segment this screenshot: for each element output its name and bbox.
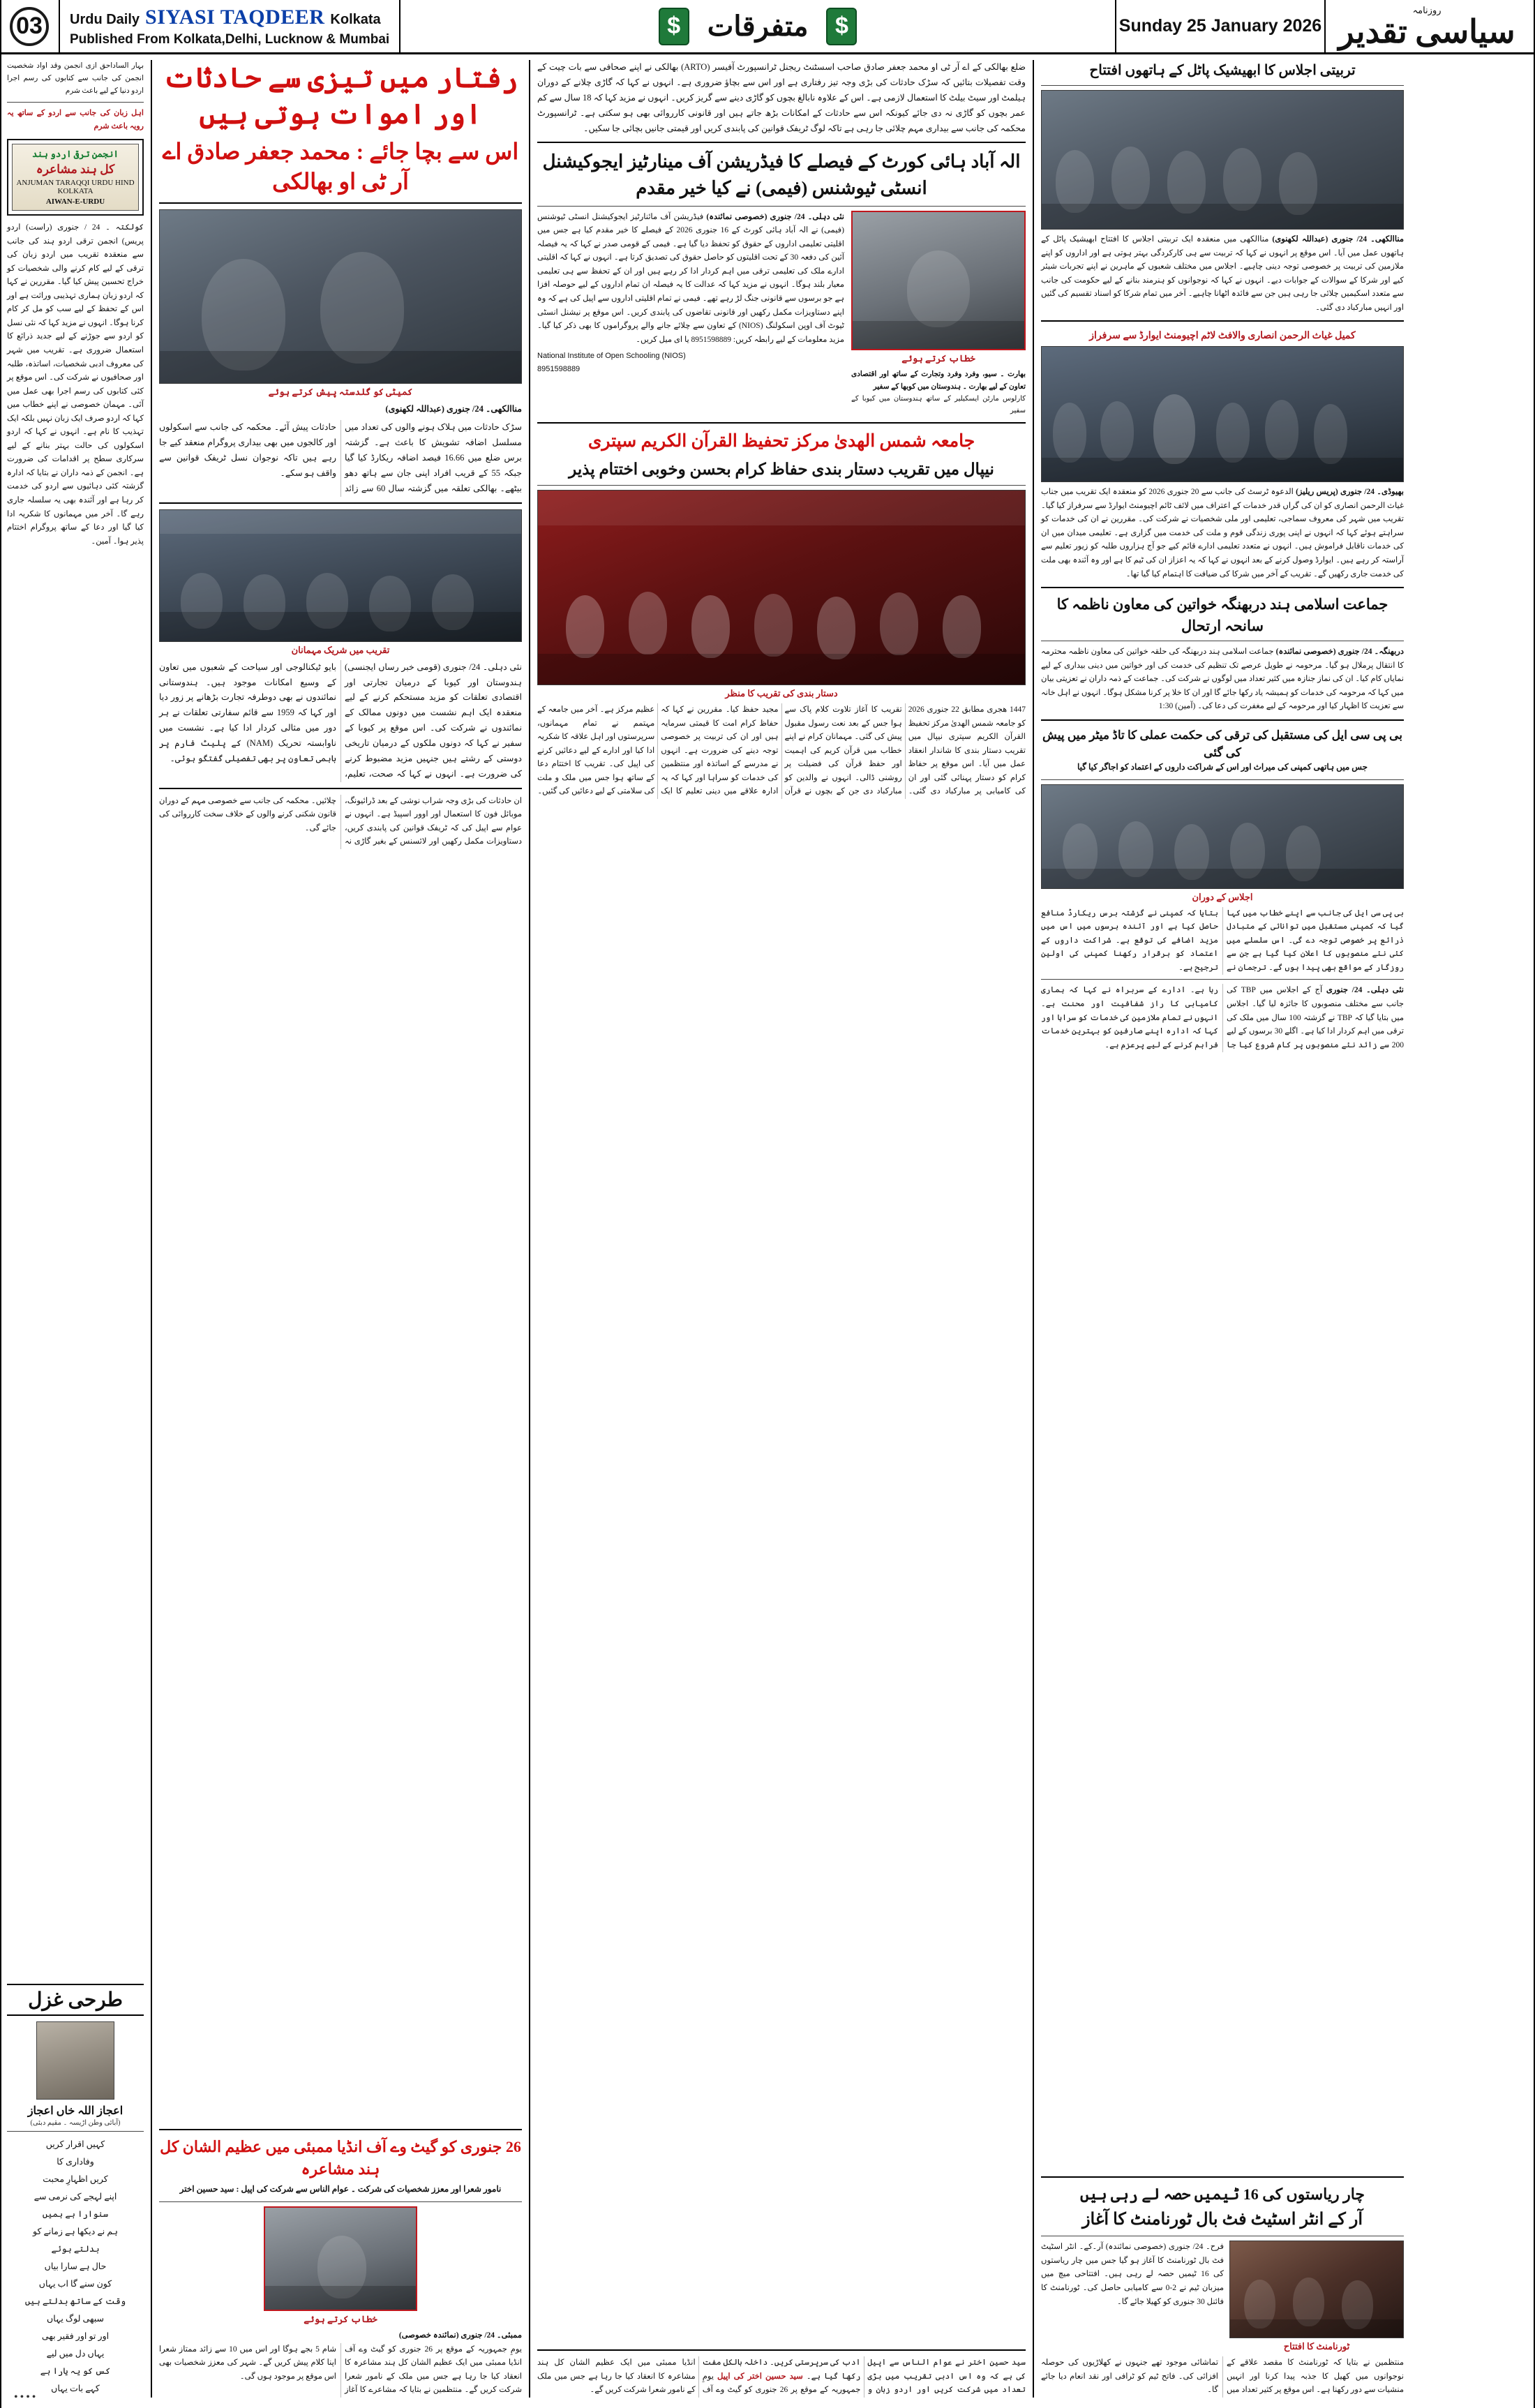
right-top-dateline: مناالکھی۔ 24/ جنوری (عبداللہ لکھنوی): [1272, 235, 1404, 244]
column-divider: [529, 60, 530, 2398]
mushaira-dateline: ممبئی۔ 24/ جنوری (نمائندہ خصوصی): [398, 2331, 522, 2340]
allahabad-dateline: نئی دہلی۔ 24/ جنوری (خصوصی نمائندہ): [706, 212, 845, 221]
paper-name-en: SIYASI TAQDEER: [145, 5, 325, 29]
football-paragraph: فرح۔ 24/ جنوری (خصوصی نمائندہ) آر۔کے۔ انٹر اسٹیٹ فٹ بال ٹورنامنٹ کا آغاز ہو گیا جس میں چار ریاستوں کی 16 ٹیمیں حصہ لے رہی ہیں۔ افتتاحی میچ میں میزبان ٹیم نے 2-0 سے کامیابی حاصل کی۔ ٹورنامنٹ کا فائنل 30 جنوری کو کھیلا جائے گا۔: [1041, 2243, 1225, 2306]
advertisement-box: [7, 139, 144, 216]
bpcl-subhead: جس میں ہاتھی کمپنی کی میراث اور اس کے شراکت داروں کے اعتماد کو اجاگر کیا گیا: [1077, 761, 1368, 772]
mushaira-paragraph: منتظمین نے بتایا کہ مشاعرے کا آغاز شام 5 بجے ہوگا اور اس میں 10 سے زائد ممتاز شعرا اپنا کلام پیش کریں گے۔ شہر کی معزز شخصیات بھی اس موقع پر موجود ہوں گی۔: [159, 2345, 463, 2395]
lead-paragraph: سڑک حادثات میں ہلاک ہونے والوں کی تعداد میں مسلسل اضافہ تشویش کا باعث ہے۔ گزشتہ برس ضلع میں 16.66 فیصد اضافہ ریکارڈ کیا گیا جبکہ 55 کے قریب افراد اپنی جان سے ہاتھ دھو بیٹھے۔ بھالکی تعلقہ میں گزشتہ سال 60 سے زائد حادثات پیش آئے۔ محکمہ کی جانب سے اسکولوں اور کالجوں میں بھی بیداری پروگرام منعقد کیے جا رہے ہیں تاکہ نوجوان نسل ٹریفک قوانین سے واقف ہو سکے۔: [159, 422, 522, 493]
page-number-badge: [0, 0, 60, 52]
verse-line: اپنے لہجے کی نرمی سے: [33, 2192, 117, 2201]
jamaat-body: [1041, 645, 1404, 714]
mushaira-paragraph: یومِ جمہوریہ کے موقع پر 26 جنوری کو گیٹ وے آف انڈیا ممبئی میں ایک عظیم الشان کل ہند مشاعرہ کا انعقاد کیا جا رہا ہے جس میں ملک کے نامور شعرا شرکت کریں گے۔: [345, 2345, 522, 2395]
football-photo: [1229, 2241, 1404, 2338]
column-divider: [151, 60, 152, 2398]
lead-headline-line2: اس سے بچا جائے : محمد جعفر صادق اے آر ٹی او بھالکی: [162, 139, 519, 195]
paper-logo: [1326, 0, 1535, 52]
column-left: [159, 60, 522, 2398]
poet-name: اعجاز اللہ خاں اعجاز: [27, 2105, 123, 2117]
ghazal-lines: [7, 2136, 144, 2398]
dollar-icon: $: [826, 8, 857, 45]
masthead-center: [399, 0, 1116, 52]
nepal-ceremony-photo: [537, 490, 1026, 685]
verse-line: کہے بات یہاں: [51, 2384, 100, 2393]
column-right: [1041, 60, 1404, 2398]
bpcl-paragraph: ترجمان نے بتایا کہ کمپنی نے گزشتہ برس ریکارڈ منافع حاصل کیا ہے اور آئندہ برسوں میں اس میں مزید اضافے کی توقع ہے۔ شراکت داروں کے اعتماد کو برقرار رکھنا کمپنی کی اولین ترجیح ہے۔: [1041, 908, 1267, 972]
football-body: [1041, 2241, 1224, 2309]
verse-line: کریں اظہارِ محبت: [43, 2174, 108, 2184]
mushaira-paragraph: یومِ جمہوریہ کے موقع پر 26 جنوری کو گیٹ وے آف انڈیا ممبئی میں ایک عظیم الشان کل ہند مشاعرہ کا انعقاد کیا جا رہا ہے جس میں ملک کے نامور شعرا شرکت کریں گے۔: [537, 2358, 861, 2395]
mushaira-speaker-photo: [264, 2206, 417, 2311]
mushaira-appeal: سید حسین اختر کی اپیل: [717, 2372, 803, 2381]
bharat-banner: بھارت ۔ سیو، وفرد وفرد وتجارت کے ساتھ اور اقتصادی تعاون کے لیے بھارت ۔ ہندوستان میں کوبھا کے سفیر: [851, 370, 1026, 391]
jamaat-paragraph: جماعت اسلامی ہند دربھنگہ کی حلقہ خواتین کی معاون ناظمہ محترمہ کا انتقال پرملال ہو گیا۔ مرحومہ نے طویل عرصے تک تنظیم کی خدمت کی اور خواتین میں دینی بیداری کے لیے نمایاں کام کیا۔ ان کی نماز جنازہ میں کثیر تعداد میں لوگوں نے شرکت کی۔ جماعت کے ذمہ داران نے تعزیتی بیان میں کہا کہ مرحومہ کی خدمات کو ہمیشہ یاد رکھا جائے گا اور ان کا خلا پر کرنا مشکل ہوگا۔ انہوں نے اہل خانہ سے تعزیت کا اظہار کیا اور مرحومہ کے لیے مغفرت کی دعا کی۔ (آمین): [1041, 647, 1404, 711]
bpcl-body: [1041, 907, 1404, 975]
conference-body: [159, 660, 522, 782]
bpcl-headline: بی پی سی ایل کی مستقبل کی ترقی کی حکمت عملی کا تاڈ میٹر میں پیش کی گئی: [1042, 728, 1402, 760]
bharat-subbanner: کارلوس مارٹن ایسکیلیر کے ساتھ ہندوستان میں کیوبا کے سفیر: [851, 395, 1026, 415]
verse-line: وفاداری کا: [57, 2157, 94, 2167]
award-dateline: بھیوڈی۔ 24/ جنوری (پریس ریلیز): [1296, 488, 1405, 497]
footer-dots: ••••: [14, 2391, 38, 2403]
column-divider: [1033, 60, 1034, 2398]
left-top-note: بہار الساداحق ازی انجمن وقد اواد شخصیت انجمن کی جانب سے کتابوں کی رسم اجرا اردو دنیا کے لیے باعث شرم: [7, 62, 144, 95]
verse-line: وقت کے ساتھ بدلتے ہیں: [24, 2296, 126, 2306]
masthead-city: Kolkata: [330, 11, 381, 27]
ad-line-4: AIWAN-E-URDU: [45, 197, 105, 207]
allahabad-speaker-photo: [851, 211, 1026, 350]
jamaat-dateline: دربھنگہ۔ 24/ جنوری (خصوصی نمائندہ): [1275, 647, 1404, 656]
verse-line: حال ہے سارا بیاں: [44, 2261, 107, 2271]
verse-line: کون سنے گا اب یہاں: [38, 2279, 112, 2289]
nepal-paragraph: آخر میں جامعہ کے مہتمم نے تمام مہمانوں، سرپرستوں اور اہل علاقہ کا شکریہ ادا کیا اور ادارے کے لیے دعائیں کرنے کی اپیل کی۔ تقریب کا اختتام دعا کے ساتھ ہوا جس میں ملک و ملت کی سلامتی کے لیے دعائیں کی گئیں۔: [537, 705, 655, 796]
verse-line: یہاں دل میں لیے: [46, 2349, 105, 2358]
training-session-photo: [1041, 90, 1404, 230]
masthead-left: [60, 0, 399, 52]
award-caption: کمیل غیاث الرحمن انصاری والافٹ لاٹم اچیومنٹ ایوارڈ سے سرفراز: [1089, 331, 1356, 342]
nepal-subheadline: نیپال میں تقریب دستار بندی حفاظ کرام بحسن وخوبی اختتام پذیر: [569, 460, 994, 478]
lead-headline-line1: رفتار میں تیزی سے حادثات اور اموات ہوتی ہیں: [163, 62, 518, 130]
lead-photo-caption: کمیٹی کو گلدستہ پیش کرتے ہوئے: [268, 387, 413, 398]
poet-photo: [36, 2021, 114, 2100]
column-center: [537, 60, 1026, 2398]
verse-line: اور تو اور فقیر بھی: [41, 2331, 110, 2341]
nepal-paragraph: مقررین نے کہا کہ حفاظ کرام امت کا قیمتی سرمایہ ہیں اور ان کی تربیت پر خصوصی توجہ دینے کی ضرورت ہے۔ انہوں نے مدرسے کے اساتذہ اور منتظمین کی خدمات کو سراہا اور کہا کہ یہ ادارہ علاقے میں دینی تعلیم کا ایک عظیم مرکز ہے۔: [599, 705, 779, 796]
allahabad-body: [537, 211, 844, 417]
logo-superscript: روزنامہ: [1412, 4, 1442, 15]
football-paragraph: منتظمین نے بتایا کہ ٹورنامنٹ کا مقصد علاقے کے نوجوانوں میں کھیل کا جذبہ پیدا کرنا اور انہیں منشیات سے دور رکھنا ہے۔ اس موقع پر کثیر تعداد میں تماشائی موجود تھے جنہوں نے کھلاڑیوں کی حوصلہ افزائی کی۔ فاتح ٹیم کو ٹرافی اور نقد انعام دیا جائے گا۔: [1041, 2358, 1404, 2395]
poet-subtitle: (آبائی وطن اڑیسہ ۔ مقیم دبئی): [30, 2119, 121, 2127]
football-headline: چار ریاستوں کی 16 ٹیمیں حصہ لے رہی ہیں: [1079, 2185, 1365, 2203]
nepal-headline: جامعہ شمس الھدیٰ مرکز تحفیظ القرآن الکریم سپتری: [587, 432, 975, 451]
nepal-photo-caption: دستار بندی کی تقریب کا منظر: [725, 688, 838, 699]
page-content: [0, 54, 1535, 2398]
bpcl-photo-caption: اجلاس کے دوران: [1192, 891, 1253, 902]
ad-line-2: کل ہند مشاعرہ: [36, 163, 115, 177]
mushaira-paragraph: سید حسین اختر نے عوام الناس سے اپیل کی ہے کہ وہ اس ادبی تقریب میں بڑی تعداد میں شرکت کریں اور اردو زبان و ادب کی سرپرستی کریں۔ داخلہ بالکل مفت رکھا گیا ہے۔: [702, 2358, 1026, 2395]
mushaira-subhead: نامور شعرا اور معزز شخصیات کی شرکت ۔ عوام الناس سے شرکت کی اپیل : سید حسین اختر: [179, 2184, 502, 2194]
allahabad-conference-photo: [159, 509, 522, 642]
bpcl-body-2: [1041, 984, 1404, 1052]
ad-line-1: انجمن ترقی اردو ہند: [31, 149, 119, 160]
mushaira-photo-caption: خطاب کرتے ہوئے: [304, 2314, 377, 2325]
issue-date: Sunday 25 January 2026: [1116, 0, 1326, 52]
page-number: 03: [10, 7, 49, 46]
mushaira-body: [159, 2343, 522, 2398]
nepal-paragraph: تقریب کا آغاز تلاوت کلام پاک سے ہوا جس کے بعد نعت رسول مقبول پیش کی گئی۔ مہمانان کرام نے اپنے خطاب میں قرآن کریم کی اہمیت اور حفظ قرآن کی فضیلت پر روشنی ڈالی۔ انہوں نے والدین کو مبارکباد دی جن کے بچوں نے قرآن مجید حفظ کیا۔: [725, 705, 902, 796]
bpcl-news2-paragraph: آج کے اجلاس میں TBP کی جانب سے مختلف منصوبوں کا جائزہ لیا گیا۔ اجلاس میں بتایا گیا کہ TBP نے گزشتہ 100 سال میں ملک کی ترقی میں اہم کردار ادا کیا ہے۔ اگلے 30 برسوں کے لیے 200 سے زائد نئے منصوبوں پر کام شروع کیا جا رہا ہے۔: [1190, 986, 1405, 1049]
verse-line: سنوارا ہے ہمیں: [42, 2209, 109, 2219]
ad-line-3: ANJUMAN TARAQQI URDU HIND KOLKATA: [16, 179, 135, 196]
verse-line: کہیں اقرار کریں: [45, 2139, 105, 2149]
nepal-body: [537, 703, 1026, 799]
allahabad-photo-caption: خطاب کرتے ہوئے: [901, 352, 975, 364]
football-headline2: آر کے انٹر اسٹیٹ فٹ بال ٹورنامنٹ کا آغاز: [1081, 2210, 1363, 2229]
urdu-daily-label: Urdu Daily: [70, 11, 140, 27]
lead-body-center: [537, 60, 1026, 136]
jamaat-timing: 1:30: [1158, 702, 1174, 711]
lead-photo: [159, 209, 522, 384]
bpcl-news2-paragraph: ادارے کے سربراہ نے کہا کہ ہماری کامیابی کا راز شفافیت اور محنت ہے۔ انہوں نے تمام ملازمین کی خدمات کو سراہا اور کہا کہ ادارہ اپنے صارفین کو بہترین خدمات فراہم کرنے کے لیے پرعزم ہے۔: [1041, 986, 1218, 1049]
lead-dateline: مناالکھی۔ 24/ جنوری (عبداللہ لکھنوی): [385, 404, 522, 414]
football-photo-caption: ٹورنامنٹ کا افتتاح: [1283, 2341, 1350, 2352]
award-body: [1041, 486, 1404, 581]
mushaira-headline: 26 جنوری کو گیٹ وے آف انڈیا ممبئی میں عظیم الشان کل ہند مشاعرہ: [160, 2138, 521, 2178]
left-top-note-red: اہل زبان کی جانب سے اردو کے ساتھ یہ رویہ باعث شرم: [7, 108, 144, 130]
column-leftmost: [7, 60, 144, 2398]
nios-phone: 8951598889: [537, 364, 581, 373]
award-ceremony-photo: [1041, 346, 1404, 482]
football-body-2: [1041, 2356, 1404, 2398]
bpcl-paragraph: بی پی سی ایل کی جانب سے اپنے خطاب میں کہا گیا کہ کمپنی مستقبل میں توانائی کے متبادل ذرائع پر خصوصی توجہ دے گی۔ اس سلسلے میں کئی نئے منصوبوں کا اعلان کیا گیا ہے جن سے روزگار کے مواقع بھی پیدا ہوں گے۔: [1227, 908, 1405, 972]
bpcl-news2-dateline: نئی دہلی۔ 24/ جنوری: [1326, 986, 1405, 995]
right-top-body: [1041, 233, 1404, 315]
logo-main: سیاسی تقدیر: [1338, 13, 1515, 50]
verse-line: کس کو یہ یارا ہے: [40, 2366, 111, 2376]
dollar-icon: $: [659, 8, 689, 45]
published-from: Published From Kolkata,Delhi, Lucknow & Mumbai: [70, 31, 390, 47]
masthead: [0, 0, 1535, 54]
allahabad-headline: الہ آباد ہائی کورٹ کے فیصلے کا فیڈریشن آف مینارٹیز ایجوکیشنل انسٹی ٹیوشنس (فیمی) نے کیا خیر مقدم: [542, 151, 1021, 199]
conference-paragraph: نئی دہلی۔ 24/ جنوری (قومی خبر رساں ایجنسی) ہندوستان اور کیوبا کے درمیان تجارتی اور اقتصادی تعلقات کو مزید مستحکم کرنے کے لیے منعقدہ ایک اہم نشست میں دونوں ممالک کے نمائندوں نے شرکت کی۔ اس موقع پر کیوبا کے سفیر نے کہا کہ دونوں ملکوں کے درمیان تاریخی دوستی کے رشتے ہیں جنہیں مزید مضبوط کرنے کی ضرورت ہے۔ انہوں نے کہا کہ صحت، تعلیم، بایو ٹیکنالوجی اور سیاحت کے شعبوں میں تعاون کے وسیع امکانات موجود ہیں۔ ہندوستانی نمائندوں نے بھی دوطرفہ تجارت بڑھانے پر زور دیا اور کہا کہ 1959 سے قائم سفارتی تعلقات نے ہر دور میں مثالی کردار ادا کیا ہے۔ نشست میں ناوابستہ تحریک (NAM) کے پلیٹ فارم پر باہمی تعاون پر بھی تفصیلی گفتگو ہوئی۔: [159, 661, 522, 779]
ghazal-heading: طرحی غزل: [7, 1984, 144, 2016]
filler-paragraph: ان حادثات کی بڑی وجہ شراب نوشی کے بعد ڈرائیونگ، موبائل فون کا استعمال اور اوور اسپیڈ ہے۔ انہوں نے عوام سے اپیل کی کہ ٹریفک قوانین کی پابندی کریں، دستاویزات مکمل رکھیں اور لائسنس کے بغیر گاڑی نہ چلائیں۔ محکمہ کی جانب سے خصوصی مہم کے دوران قانون شکنی کرنے والوں کے خلاف سخت کارروائی کی جائے گی۔: [159, 796, 522, 846]
conference-photo-caption: تقریب میں شریک مہمانان: [291, 644, 390, 655]
left-article-body: کولکتہ ۔ 24 / جنوری (راست) اردو پریس) انجمن ترقی اردو ہند کی جانب سے منعقدہ تقریب میں اردو زبان کی ترقی کے لیے کام کرنے والی شخصیات کو خراج تحسین پیش کیا گیا۔ مقررین نے کہا کہ اردو زبان ہماری تہذیبی وراثت ہے اور اس کے تحفظ کے لیے سب کو مل کر کام کرنا ہوگا۔ انہوں نے مزید کہا کہ نئی نسل کو اردو سے جوڑنے کے لیے جدید ذرائع کا استعمال ضروری ہے۔ تقریب میں شہر کی معروف ادبی شخصیات، اساتذہ، طلبہ اور صحافیوں نے شرکت کی۔ اس موقع پر کئی کتابوں کی رسم اجرا بھی عمل میں آئی۔ مہمان خصوصی نے اپنے خطاب میں کہا کہ اردو صرف ایک زبان نہیں بلکہ ایک تہذیب کا نام ہے۔ انہوں نے کہا کہ اردو اسکولوں کی حالت بہتر بنانے کے لیے سرکاری سطح پر اقدامات کی ضرورت ہے۔ انجمن کے ذمہ داران نے بتایا کہ ادارہ گزشتہ کئی دہائیوں سے اردو کی خدمت کر رہا ہے اور آئندہ بھی یہ سلسلہ جاری رہے گا۔ آخر میں مہمانوں کا شکریہ ادا کیا گیا اور دعا کے ساتھ پروگرام اختتام پذیر ہوا۔ آمین۔: [7, 223, 144, 546]
nios-name: National Institute of Open Schooling (NIOS): [537, 352, 686, 361]
right-top-paragraph: مناالکھی میں منعقدہ ایک تربیتی اجلاس کا افتتاح ابھیشیک پاٹل کے ہاتھوں عمل میں آیا۔ اس موقع پر انہوں نے کہا کہ تربیت سے ہی کارکردگی بہتر ہوتی ہے اور اداروں کو اپنے ملازمین کی تربیت پر خصوصی توجہ دینی چاہیے۔ اجلاس میں مختلف شعبوں کے ماہرین نے اپنے تجربات شیئر کیے اور شرکا کے سوالات کے جوابات دیے۔ انہوں نے کہا کہ نوجوانوں کو ہنرمند بنانے کے لیے حکومت کی جانب سے متعدد اسکیمیں چلائی جا رہی ہیں جن سے فائدہ اٹھانا چاہیے۔ آخر میں تمام شرکا کو اسناد تقسیم کی گئیں اور انہیں مبارکباد دی گئی۔: [1041, 235, 1404, 312]
nepal-paragraph: 1447 ھجری مطابق 22 جنوری 2026 کو جامعہ شمس الھدیٰ مرکز تحفیظ القرآن الکریم سپتری نیپال میں تقریب دستار بندی کا شاندار انعقاد عمل میں آیا۔ اس موقع پر حفاظ کرام کو دستار پہنائی گئی اور ان کی کامیابی پر مبارکباد دی گئی۔: [908, 705, 1026, 796]
verse-line: بدلتے ہوئے: [51, 2244, 100, 2254]
allahabad-paragraph: فیڈریشن آف مائنارٹیز ایجوکیشنل انسٹی ٹیوشنس (فیمی) نے الہ آباد ہائی کورٹ کے 16 جنوری 2026 کے فیصلے کا خیر مقدم کیا ہے جس میں اقلیتی تعلیمی اداروں کے حقوق کو تحفظ دیا گیا ہے۔ فیمی کے قومی صدر نے کہا کہ یہ فیصلہ آئین کی دفعہ 30 کے تحت اقلیتوں کو حاصل حقوق کی تصدیق کرتا ہے۔ انہوں نے کہا کہ اقلیتی ادارے ملک کی تعلیمی ترقی میں اہم کردار ادا کر رہے ہیں اور ان کے تحفظ سے ہی تعلیمی معیار بلند ہوگا۔ انہوں نے مزید کہا کہ عدالت کا یہ فیصلہ ان تمام اداروں کے لیے حوصلہ افزا ہے جو برسوں سے قانونی جنگ لڑ رہے تھے۔ فیمی نے تمام اقلیتی اداروں سے اپیل کی ہے کہ وہ اپنے دستاویزات مکمل رکھیں اور قانونی تقاضوں کی پابندی کریں۔ اس موقع پر نیشنل انسٹی ٹیوٹ آف اوپن اسکولنگ (NIOS) کے تعاون سے چلائے جانے والے پروگراموں کا بھی ذکر کیا گیا۔ مزید معلومات کے لیے رابطہ کریں: 8951598889 یا ای میل کریں۔: [537, 212, 844, 344]
lead-body-left: [159, 420, 522, 496]
lead-paragraph: ضلع بھالکی کے اے آر ٹی او محمد جعفر صادق صاحب اسسٹنٹ ریجنل ٹرانسپورٹ آفیسر (ARTO) بھالکی نے اپنے صحافی سے بات چیت کے وقت تفصیلات بتائیں کہ سڑک حادثات کی بڑی وجہ تیز رفتاری ہے اور اس سے بچاؤ ضروری ہے۔ انہوں نے کہا کہ گاڑی چلانے کے دوران ہیلمٹ اور سیٹ بیلٹ کا استعمال لازمی ہے۔ اس کے علاوہ نابالغ بچوں کو گاڑی دینے سے گریز کریں۔ انہوں نے مزید کہا کہ 18 سال سے کم عمر بچوں کو گاڑی نہ دی جائے کیونکہ اس سے حادثات کے امکانات بڑھ جاتے ہیں اور قانونی کارروائی بھی ہو سکتی ہے۔ ٹرانسپورٹ محکمہ کی جانب سے بیداری مہم چلائی جا رہی ہے تاکہ لوگ ٹریفک قوانین کی پابندی کریں اور قیمتی جانیں بچائی جا سکیں۔: [537, 62, 1026, 133]
mushaira-body-center: [537, 2356, 1026, 2398]
left-filler-body: [159, 795, 522, 849]
award-paragraph: الدعوہ ٹرسٹ کی جانب سے 20 جنوری 2026 کو منعقدہ ایک تقریب میں جناب غیاث الرحمن انصاری کو ان کی گراں قدر خدمات کے اعتراف میں لائف ٹائم اچیومنٹ ایوارڈ سے سرفراز کیا گیا۔ تقریب میں شہر کی معروف سماجی، تعلیمی اور ملی شخصیات نے شرکت کی۔ مقررین نے ان کی خدمات کو سراہتے ہوئے کہا کہ انہوں نے اپنی پوری زندگی قوم و ملت کی خدمت میں گزاری ہے۔ تعلیمی میدان میں ان کی خدمات ناقابل فراموش ہیں۔ انہوں نے متعدد تعلیمی ادارے قائم کیے جو آج ہزاروں طلبہ کو زیور تعلیم سے آراستہ کر رہے ہیں۔ ایوارڈ وصول کرنے کے بعد انہوں نے کہا کہ یہ اعزاز ان کی ٹیم کا ہے اور وہ آئندہ بھی ملت کی خدمت جاری رکھیں گے۔ تقریب کے آخر میں شرکا کی ضیافت کا اہتمام کیا گیا تھا۔: [1041, 488, 1404, 578]
bpcl-photo: [1041, 784, 1404, 889]
verse-line: ہم نے دیکھا ہے زمانے کو: [33, 2227, 118, 2236]
verse-line: سبھی لوگ یہاں: [47, 2314, 104, 2324]
right-top-headline: تربیتی اجلاس کا ابھیشیک پاٹل کے ہاتھوں افتتاح: [1089, 63, 1356, 78]
section-title: متفرقات: [707, 10, 809, 42]
jamaat-headline: جماعت اسلامی ہند دربھنگہ خواتین کی معاون ناظمہ کا سانحہ ارتحال: [1056, 596, 1388, 634]
